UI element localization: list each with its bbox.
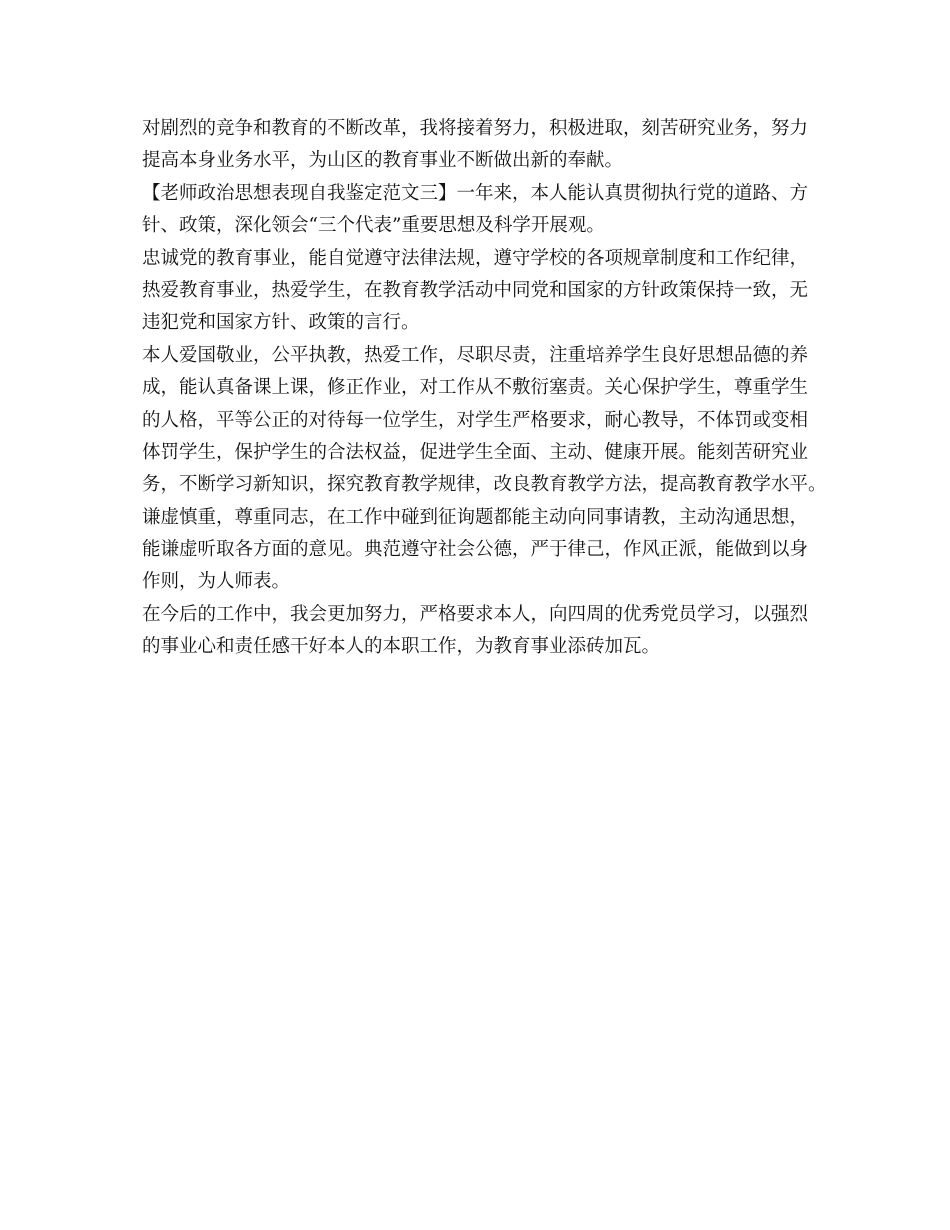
text-line: 对剧烈的竞争和教育的不断改革，我将接着努力，积极进取，刻苦研究业务，努力 bbox=[142, 118, 809, 139]
section-heading-line: 【老师政治思想表现自我鉴定范文三】一年来，本人能认真贯彻执行党的道路、方 bbox=[142, 182, 809, 204]
text-line: 的事业心和责任感干好本人的本职工作，为教育事业添砖加瓦。 bbox=[142, 636, 661, 658]
text-line: 针、政策，深化领会“三个代表”重要思想及科学开展观。 bbox=[142, 215, 605, 237]
text-line: 作则，为人师表。 bbox=[142, 571, 291, 593]
document-body bbox=[142, 113, 827, 664]
text-line: 本人爱国敬业，公平执教，热爱工作，尽职尽责，注重培养学生良好思想品德的养 bbox=[142, 344, 809, 366]
text-line: 能谦虚听取各方面的意见。典范遵守社会公德，严于律己，作风正派，能做到以身 bbox=[142, 539, 809, 561]
text-line: 谦虚慎重，尊重同志，在工作中碰到征询题都能主动向同事请教，主动沟通思想， bbox=[142, 506, 809, 528]
text-line: 成，能认真备课上课，修正作业，对工作从不敷衍塞责。关心保护学生，尊重学生 bbox=[142, 377, 809, 399]
text-line: 的人格，平等公正的对待每一位学生，对学生严格要求，耐心教导，不体罚或变相 bbox=[142, 409, 809, 431]
text-line: 在今后的工作中，我会更加努力，严格要求本人，向四周的优秀党员学习，以强烈 bbox=[142, 603, 809, 625]
text-line: 违犯党和国家方针、政策的言行。 bbox=[142, 312, 420, 334]
text-line: 提高本身业务水平，为山区的教育事业不断做出新的奉献。 bbox=[142, 150, 624, 172]
text-line: 热爱教育事业，热爱学生，在教育教学活动中同党和国家的方针政策保持一致，无 bbox=[142, 279, 809, 301]
text-line: 忠诚党的教育事业，能自觉遵守法律法规，遵守学校的各项规章制度和工作纪律， bbox=[142, 247, 809, 269]
text-line: 体罚学生，保护学生的合法权益，促进学生全面、主动、健康开展。能刻苦研究业 bbox=[142, 441, 809, 463]
text-line: 务，不断学习新知识，探究教育教学规律，改良教育教学方法，提高教育教学水平。 bbox=[142, 474, 827, 496]
